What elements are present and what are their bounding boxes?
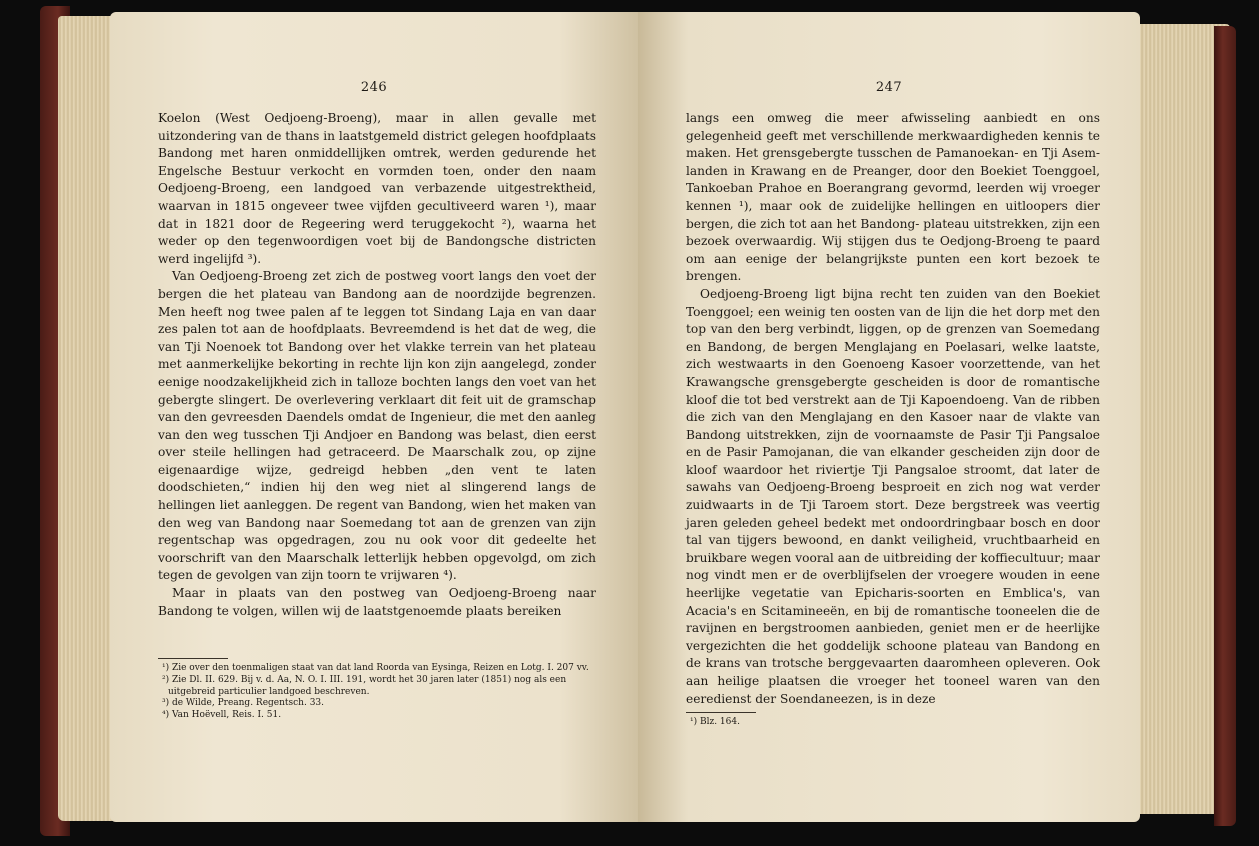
footnote: ¹) Zie over den toenmaligen staat van dat land Roorda van Eysinga, Reizen en Lotg. I. 207 vv. — [162, 663, 589, 673]
book-cover-right — [1214, 26, 1236, 826]
open-book — [40, 6, 1230, 836]
footnote: ³) de Wilde, Preang. Regentsch. 33. — [162, 698, 325, 709]
body-text — [158, 110, 596, 620]
page-number: 246 — [360, 80, 388, 95]
page-number: 247 — [875, 80, 903, 95]
body-text — [686, 110, 1100, 708]
paragraph: Koelon (West Oedjoeng-Broeng), maar in allen gevalle met uitzondering van de thans in laatstgemeld district gelegen hoofdplaats Bandong met haren onmiddellijken omtrek, werden gedurende het Engelsche Bestuur verkocht en vormden toen, onder den naam Oedjoeng-Broeng, een landgoed van verbazende uitgestrektheid, waarvan in 1815 ongeveer twee vijfden gecultiveerd waren ¹), maar dat in 1821 door de Regeering werd teruggekocht ²), waarna het weder op den tegenwoordigen voet bij de Bandongsche districten werd ingelijfd ³). — [158, 111, 596, 266]
paragraph: Maar in plaats van den postweg van Oedjoeng-Broeng naar Bandong te volgen, willen wij de laatstgenoemde plaats bereiken — [158, 586, 596, 618]
paragraph: langs een omweg die meer afwisseling aanbiedt en ons gelegenheid geeft met verschillende merkwaardigheden kennis te maken. Het grensgebergte tusschen de Pamanoekan- en Tji Asem-landen in Krawang en de Preanger, door den Boekiet Toenggoel, Tankoeban Prahoe en Boerangrang gevormd, leerden wij vroeger kennen ¹), maar ook de zuidelijke hellingen en uitloopers dier bergen, die zich tot aan het Bandong- plateau uitstrekken, zijn een bezoek overwaardig. Wij stijgen dus te Oedjong-Broeng te paard om aan eenige der belangrijkste punten een kort bezoek te brengen. — [686, 111, 1100, 284]
footnote-rule — [686, 712, 756, 713]
footnote: ⁴) Van Hoëvell, Reis. I. 51. — [162, 710, 282, 721]
paragraph: Van Oedjoeng-Broeng zet zich de postweg voort langs den voet der bergen die het plateau van Bandong aan de noordzijde begrenzen. Men heeft nog twee palen af te leggen tot Sindang Laja en van daar zes palen tot aan de hoofdplaats. Bevreemdend is het dat de weg, die van Tji Noenoek tot Bandong over het vlakke terrein van het plateau met aanmerkelijke bekorting in rechte lijn kon zijn aangelegd, zonder eenige noodzakelijkheid zich in talloze bochten langs den voet van het gebergte slingert. De overlevering verklaart dit feit uit de gramschap van den gevreesden Daendels omdat de Ingenieur, die met den aanleg van den weg tusschen Tji Andjoer en Bandong was belast, dien eerst over steile hellingen had getraceerd. De Maarschalk zou, op zijne eigenaardige wijze, gedreigd hebben „den vent te laten doodschieten,“ indien hij den weg niet al slingerend langs de hellingen liet aanleggen. De regent van Bandong, wien het maken van den weg van Bandong naar Soemedang tot aan de grenzen van zijn regentschap was opgedragen, zou nu ook voor dit gedeelte het voorschrift van den Maarschalk letterlijk hebben opgevolgd, om zich tegen de gevolgen van zijn toorn te vrijwaren ⁴). — [158, 269, 596, 583]
footnote-rule — [158, 658, 228, 659]
footnote: ¹) Blz. 164. — [690, 717, 740, 727]
footnote: ²) Zie Dl. II. 629. Bij v. d. Aa, N. O. I. III. 191, wordt het 30 jaren later (1851) nog als een uitgebreid particulier landgoed beschreven. — [162, 674, 567, 697]
footnotes — [158, 658, 596, 722]
paragraph: Oedjoeng-Broeng ligt bijna recht ten zuiden van den Boekiet Toenggoel; een weinig ten oosten van de lijn die het dorp met den top van den berg verbindt, liggen, op de grenzen van Soemedang en Bandong, de bergen Menglajang en Poelasari, welke laatste, zich westwaarts in den Goenoeng Kasoer voorzettende, van het Krawangsche grensgebergte gescheiden is door de romantische kloof die tot bed verstrekt aan de Tji Kapoendoeng. Van de ribben die zich van den Menglajang en den Kasoer naar de vlakte van Bandong uitstrekken, zijn de voornaamste de Pasir Tji Pangsaloe en de Pasir Pamojanan, die van elkander gescheiden zijn door de kloof waardoor het riviertje Tji Pangsaloe stroomt, dat later de sawahs van Oedjoeng-Broeng besproeit en zich nog wat verder zuidwaarts in de Tji Taroem stort. Deze bergstreek was veertig jaren geleden geheel bedekt met ondoordringbaar bosch en door tal van tijgers bewoond, en dankt veiligheid, vruchtbaarheid en bruikbare wegen vooral aan de uitbreiding der koffiecultuur; maar nog vindt men er de overblijfselen der vroegere wouden in eene heerlijke vegetatie van Epicharis-soorten en Emblica's, van Acacia's en Scitamineeën, en bij de romantische tooneelen die de ravijnen en bergstroomen aanbieden, geniet men er de heerlijke vergezichten die het goddelijk schoone plateau van Bandong en de krans van trotsche berggevaarten daaromheen opleveren. Ook aan heilige plaatsen die vroeger het tooneel waren van den eeredienst der Soendaneezen, is in deze — [686, 286, 1100, 706]
footnotes — [686, 712, 1100, 729]
left-page — [110, 12, 638, 822]
right-page — [638, 12, 1140, 822]
